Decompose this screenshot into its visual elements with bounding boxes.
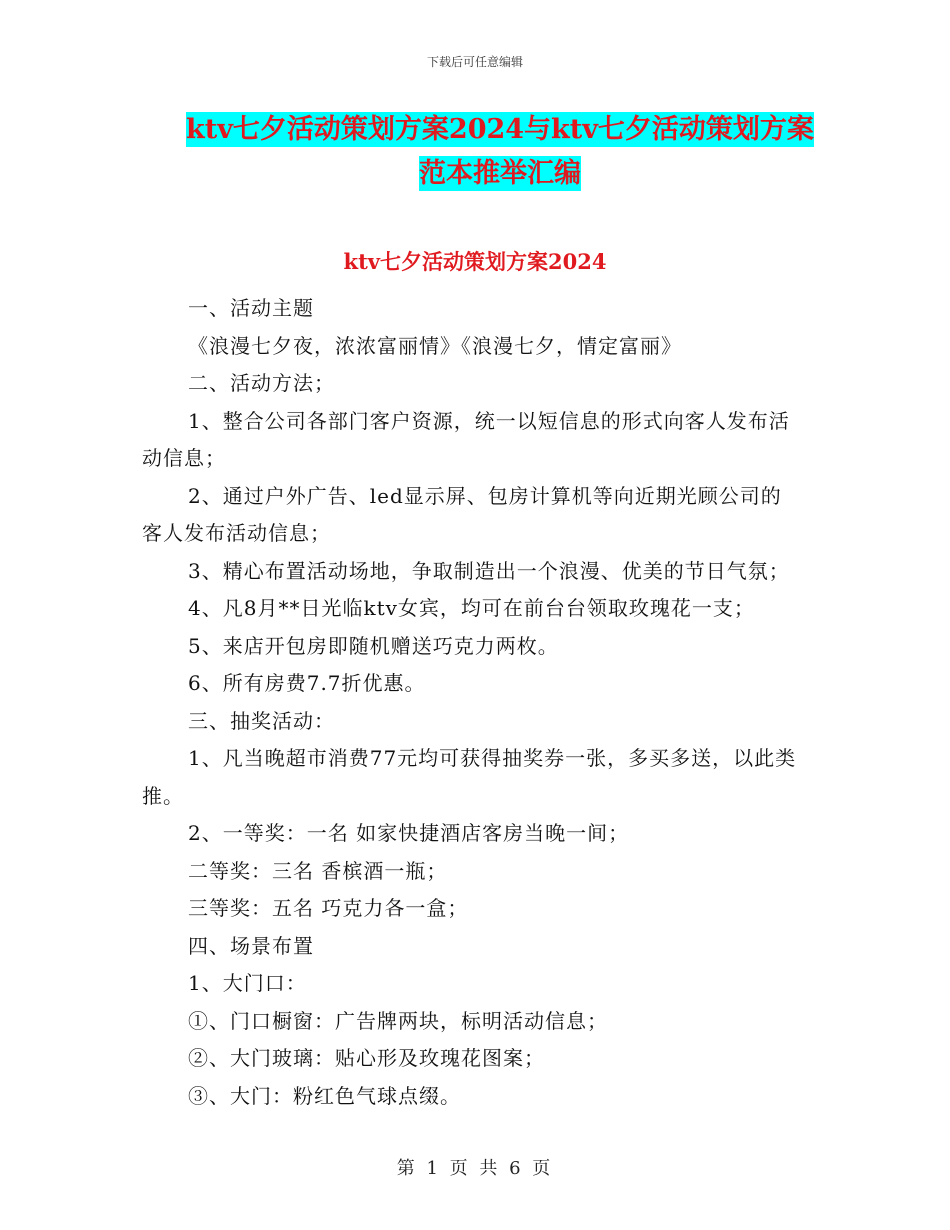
paragraph-method-3: 3、精心布置活动场地，争取制造出一个浪漫、优美的节日气氛； — [188, 558, 790, 583]
paragraph-entrance-door: ③、大门：粉红色气球点缀。 — [188, 1083, 461, 1108]
paragraph-second-prize: 二等奖：三名 香槟酒一瓶； — [188, 858, 448, 883]
section-title: ktv七夕活动策划方案2024 — [343, 249, 607, 274]
paragraph-third-prize: 三等奖：五名 巧克力各一盒； — [188, 896, 469, 920]
document-body — [142, 290, 802, 1115]
header-note: 下载后可任意编辑 — [426, 55, 523, 69]
document-title — [140, 108, 860, 196]
heading-theme: 一、活动主题 — [188, 296, 314, 320]
paragraph-method-1: 1、整合公司各部门客户资源，统一以短信息的形式向客人发布活动信息； — [142, 408, 790, 470]
paragraph-lottery-1: 1、凡当晚超市消费77元均可获得抽奖券一张，多买多送，以此类推。 — [142, 746, 797, 808]
paragraph-method-6: 6、所有房费7.7折优惠。 — [188, 671, 426, 695]
document-title-line-1: ktv七夕活动策划方案2024与ktv七夕活动策划方案 — [186, 114, 814, 145]
heading-lottery: 三、抽奖活动： — [188, 708, 335, 733]
paragraph-entrance: 1、大门口： — [188, 971, 307, 995]
paragraph-entrance-window: ①、门口橱窗：广告牌两块，标明活动信息； — [188, 1008, 608, 1033]
heading-method: 二、活动方法； — [188, 371, 335, 395]
paragraph-method-4: 4、凡8月**日光临ktv女宾，均可在前台台领取玫瑰花一支； — [188, 596, 755, 620]
heading-decoration: 四、场景布置 — [188, 933, 314, 958]
paragraph-first-prize: 2、一等奖：一名 如家快捷酒店客房当晚一间； — [188, 821, 630, 845]
paragraph-entrance-glass: ②、大门玻璃：贴心形及玫瑰花图案； — [188, 1046, 545, 1070]
page-footer: 第 1 页 共 6 页 — [396, 1158, 554, 1179]
document-title-line-2: 范本推举汇编 — [419, 158, 581, 189]
paragraph-method-5: 5、来店开包房即随机赠送巧克力两枚。 — [188, 633, 559, 658]
paragraph-theme-names: 《浪漫七夕夜，浓浓富丽情》《浪漫七夕，情定富丽》 — [188, 333, 682, 358]
paragraph-method-2: 2、通过户外广告、led显示屏、包房计算机等向近期光顾公司的客人发布活动信息； — [142, 483, 782, 545]
